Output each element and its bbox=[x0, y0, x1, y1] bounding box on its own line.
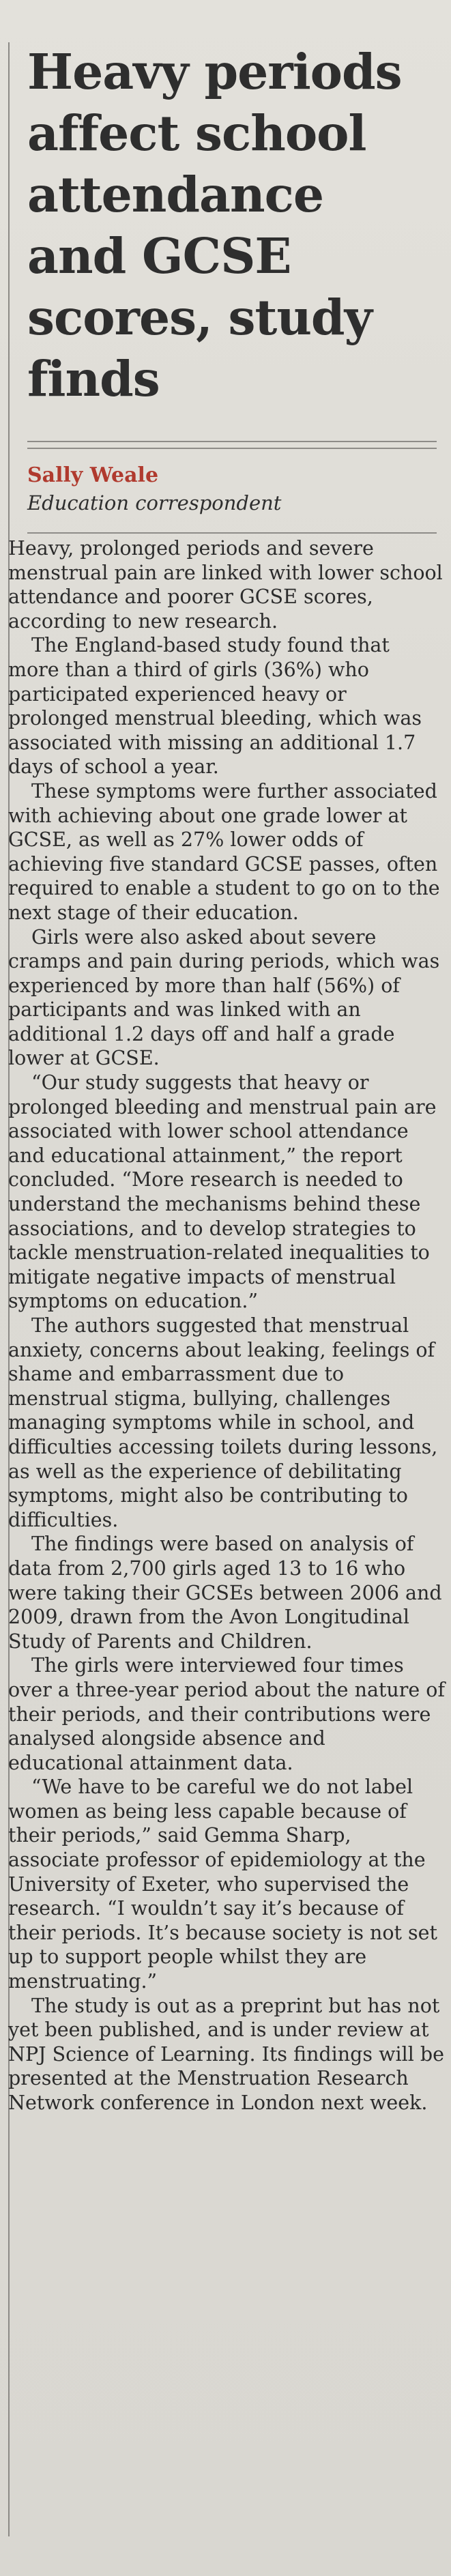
paragraph: “Our study suggests that heavy or prolonged bleeding and menstrual pain are associated with lower school attendance and educational attainment,” the report concluded. “More research is needed to understand the mechanisms behind these associations, and to develop strategies to tackle menstruation-related inequalities to mitigate negative impacts of menstrual symptoms on education.” bbox=[8, 1071, 437, 1313]
paragraph: The England-based study found that more than a third of girls (36%) who participated experienced heavy or prolonged menstrual bleeding, which was associated with missing an additional 1.7 days of school a year. bbox=[8, 634, 422, 779]
paragraph: Girls were also asked about severe cramps and pain during periods, which was experienced by more than half (56%) of participants and was linked with an additional 1.2 days off and half a grade lower at GCSE. bbox=[8, 925, 440, 1070]
paragraph: “We have to be careful we do not label women as being less capable because of their periods,” said Gemma Sharp, associate professor of epidemiology at the University of Exeter, who supervised the research. “I wouldn’t say it’s because of their periods. It’s because society is not set up to support people whilst they are menstruating.” bbox=[8, 1776, 438, 1993]
byline-role: Education correspondent bbox=[27, 491, 282, 515]
byline-author: Sally Weale bbox=[27, 463, 159, 487]
article-body bbox=[8, 536, 445, 2115]
headline-divider bbox=[27, 441, 437, 449]
byline-divider bbox=[27, 532, 437, 534]
paragraph: The study is out as a preprint but has not yet been published, and is under review at NPJ Science of Learning. Its findings will be presented at the Menstruation Research Network conference in London next week. bbox=[8, 1994, 444, 2114]
headline: Heavy periods affect school attendance and GCSE scores, study finds bbox=[27, 43, 402, 407]
paragraph: Heavy, prolonged periods and severe menstrual pain are linked with lower school attendance and poorer GCSE scores, according to new research. bbox=[8, 537, 443, 633]
paragraph: These symptoms were further associated with achieving about one grade lower at GCSE, as well as 27% lower odds of achieving five standard GCSE passes, often required to enable a student to go on to the next stage of their education. bbox=[8, 779, 440, 924]
paragraph: The findings were based on analysis of data from 2,700 girls aged 13 to 16 who were taking their GCSEs between 2006 and 2009, drawn from the Avon Longitudinal Study of Parents and Children. bbox=[8, 1533, 442, 1653]
paragraph: The authors suggested that menstrual anxiety, concerns about leaking, feelings of shame and embarrassment due to menstrual stigma, bullying, challenges managing symptoms while in school, and difficulties accessing toilets during lessons, as well as the experience of debilitating symptoms, might also be contributing to difficulties. bbox=[8, 1314, 438, 1531]
paragraph: The girls were interviewed four times over a three-year period about the nature of their periods, and their contributions were analysed alongside absence and educational attainment data. bbox=[8, 1654, 446, 1774]
